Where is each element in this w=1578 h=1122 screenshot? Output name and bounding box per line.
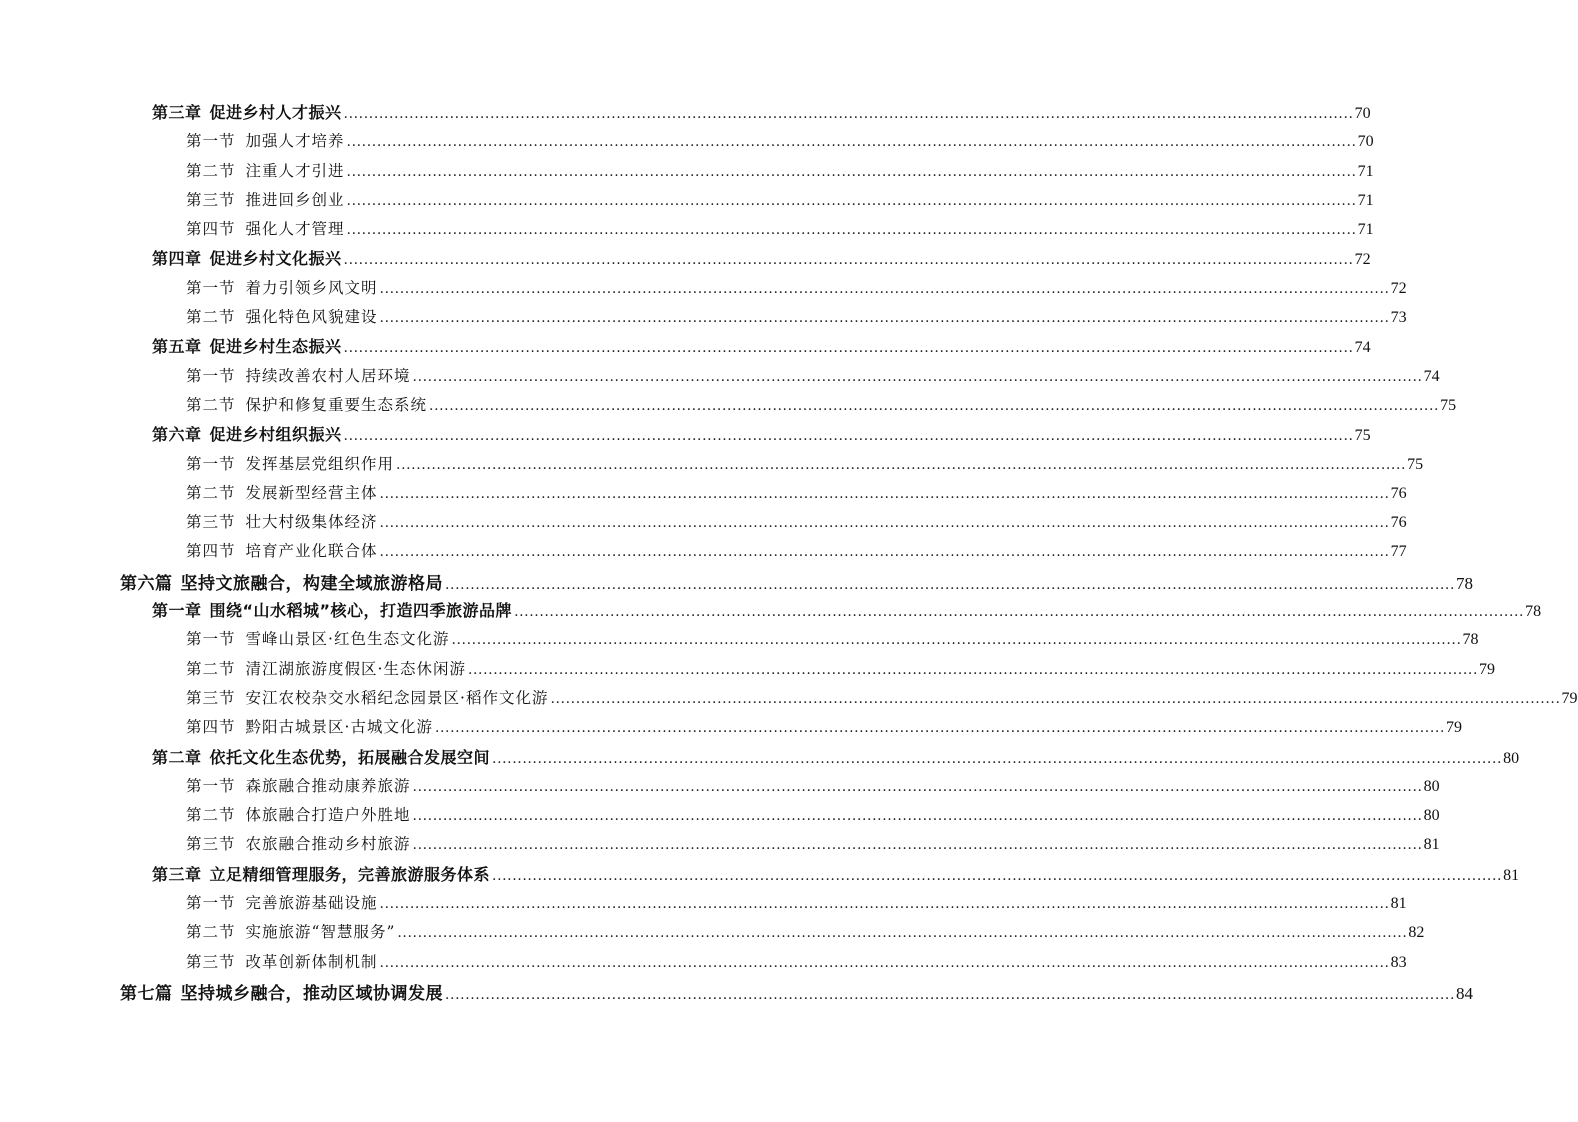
toc-entry-title: 培育产业化联合体 (245, 542, 378, 561)
toc-dot-leader: ........................................................................................................................................................................................................ (412, 368, 1423, 385)
toc-chapter-entry (0, 862, 1520, 891)
toc-entry-title: 促进乡村人才振兴 (209, 103, 342, 122)
toc-entry-title: 安江农校杂交水稻纪念园景区·稻作文化游 (245, 688, 549, 707)
toc-entry-label (152, 422, 342, 445)
toc-entry-label (186, 627, 449, 649)
toc-dot-leader: ........................................................................................................................................................................................................ (451, 632, 1462, 649)
toc-entry-label (120, 979, 443, 1004)
toc-entry-label (186, 539, 378, 561)
toc-section-entry (0, 803, 1440, 832)
toc-entry-label (186, 481, 378, 503)
toc-entry-title: 保护和修复重要生态系统 (245, 395, 428, 414)
toc-entry-label (186, 129, 345, 151)
toc-dot-leader: ........................................................................................................................................................................................................ (467, 661, 1478, 678)
toc-entry-label (186, 305, 378, 327)
toc-entry-label (186, 452, 394, 474)
toc-page-number: 84 (1456, 983, 1474, 1003)
toc-dot-leader: ........................................................................................................................................................................................................ (396, 456, 1407, 473)
toc-page-number: 75 (1354, 427, 1371, 445)
toc-page-number: 81 (1423, 836, 1440, 854)
toc-entry-label (186, 393, 427, 415)
toc-dot-leader: ........................................................................................................................................................................................................ (379, 310, 1390, 327)
toc-page-number: 72 (1390, 279, 1407, 297)
toc-page-number: 79 (1446, 719, 1462, 737)
toc-dot-leader: ........................................................................................................................................................................................................ (379, 896, 1390, 913)
toc-dot-leader: ........................................................................................................................................................................................................ (343, 428, 1354, 445)
toc-page-number: 75 (1440, 396, 1457, 414)
toc-entry-number: 第二节 (186, 395, 236, 414)
toc-section-entry (0, 364, 1440, 393)
toc-entry-title: 坚持城乡融合，推动区域协调发展 (180, 983, 443, 1004)
toc-entry-label (186, 803, 411, 825)
toc-dot-leader: ........................................................................................................................................................................................................ (492, 867, 1503, 884)
toc-entry-number: 第五章 (152, 337, 202, 357)
toc-dot-leader: ........................................................................................................................................................................................................ (343, 340, 1354, 357)
toc-entry-label (186, 920, 395, 942)
toc-entry-number: 第四节 (186, 220, 236, 239)
toc-entry-label (186, 686, 548, 708)
toc-dot-leader: ........................................................................................................................................................................................................ (514, 604, 1525, 621)
toc-section-entry (0, 950, 1407, 979)
toc-part-entry (0, 979, 1474, 1008)
toc-entry-label (152, 334, 342, 357)
toc-entry-number: 第二章 (152, 747, 202, 767)
toc-section-entry (0, 129, 1374, 158)
toc-dot-leader: ........................................................................................................................................................................................................ (379, 515, 1390, 532)
toc-page-number: 71 (1357, 221, 1374, 239)
toc-entry-number: 第三节 (186, 952, 236, 971)
toc-chapter-entry (0, 598, 1542, 627)
toc-dot-leader: ........................................................................................................................................................................................................ (412, 778, 1423, 795)
toc-section-entry (0, 657, 1495, 686)
toc-entry-number: 第二节 (186, 659, 236, 678)
toc-entry-title: 森旅融合推动康养旅游 (245, 776, 411, 795)
toc-entry-number: 第四章 (152, 249, 202, 269)
toc-entry-title: 着力引领乡风文明 (245, 278, 378, 297)
toc-dot-leader: ........................................................................................................................................................................................................ (346, 192, 1357, 209)
toc-entry-label (186, 715, 433, 737)
toc-page-number: 81 (1390, 895, 1407, 913)
toc-entry-label (152, 745, 490, 768)
toc-entry-label (152, 598, 512, 621)
toc-entry-title: 实施旅游“智慧服务” (245, 923, 396, 942)
toc-page-number: 74 (1423, 367, 1440, 385)
toc-entry-number: 第二节 (186, 483, 236, 502)
toc-dot-leader: ........................................................................................................................................................................................................ (550, 690, 1561, 707)
toc-entry-title: 立足精细管理服务，完善旅游服务体系 (209, 864, 491, 884)
toc-entry-number: 第一节 (186, 278, 236, 297)
toc-entry-number: 第三章 (152, 103, 202, 122)
toc-page-number: 78 (1525, 603, 1542, 621)
toc-page-number: 76 (1390, 514, 1407, 532)
toc-section-entry (0, 715, 1462, 744)
toc-chapter-entry (0, 422, 1371, 451)
toc-entry-title: 发展新型经营主体 (245, 483, 378, 502)
toc-section-entry (0, 891, 1407, 920)
toc-dot-leader: ........................................................................................................................................................................................................ (379, 954, 1390, 971)
toc-page-number: 74 (1354, 339, 1371, 357)
toc-dot-leader: ........................................................................................................................................................................................................ (346, 134, 1357, 151)
toc-page-number: 71 (1357, 191, 1374, 209)
toc-entry-number: 第四节 (186, 718, 236, 737)
toc-entry-number: 第一节 (186, 630, 236, 649)
toc-chapter-entry (0, 100, 1371, 129)
toc-entry-label (186, 891, 378, 913)
toc-entry-number: 第二节 (186, 923, 236, 942)
toc-page-number: 78 (1462, 631, 1479, 649)
toc-entry-title: 壮大村级集体经济 (245, 513, 378, 532)
toc-chapter-entry (0, 334, 1371, 363)
toc-page-number: 70 (1357, 133, 1374, 151)
toc-dot-leader: ........................................................................................................................................................................................................ (379, 485, 1390, 502)
toc-entry-label (186, 774, 411, 796)
toc-dot-leader: ........................................................................................................................................................................................................ (434, 720, 1445, 737)
toc-entry-label (186, 159, 345, 181)
toc-dot-leader: ........................................................................................................................................................................................................ (412, 808, 1423, 825)
toc-entry-label (152, 100, 342, 123)
toc-entry-title: 农旅融合推动乡村旅游 (245, 835, 411, 854)
toc-page-number: 71 (1357, 162, 1374, 180)
toc-entry-title: 推进回乡创业 (245, 190, 345, 209)
toc-entry-number: 第三节 (186, 513, 236, 532)
toc-entry-number: 第六章 (152, 425, 202, 445)
toc-section-entry (0, 832, 1440, 861)
toc-page-number: 83 (1390, 953, 1407, 971)
toc-section-entry (0, 159, 1374, 188)
toc-section-entry (0, 920, 1425, 949)
toc-dot-leader: ........................................................................................................................................................................................................ (412, 837, 1423, 854)
toc-entry-title: 黔阳古城景区·古城文化游 (245, 718, 433, 737)
toc-page-number: 75 (1407, 455, 1424, 473)
toc-page-number: 79 (1561, 689, 1578, 707)
toc-section-entry (0, 774, 1440, 803)
toc-entry-number: 第一节 (186, 776, 236, 795)
toc-dot-leader: ........................................................................................................................................................................................................ (445, 576, 1456, 593)
toc-section-entry (0, 217, 1374, 246)
toc-page-number: 82 (1408, 924, 1425, 942)
toc-section-entry (0, 686, 1578, 715)
toc-entry-title: 清江湖旅游度假区·生态休闲游 (245, 659, 466, 678)
toc-dot-leader: ........................................................................................................................................................................................................ (379, 544, 1390, 561)
toc-entry-label (186, 832, 411, 854)
toc-dot-leader: ........................................................................................................................................................................................................ (379, 280, 1390, 297)
toc-page-number: 81 (1503, 866, 1520, 884)
toc-entry-number: 第三节 (186, 688, 236, 707)
toc-entry-title: 体旅融合打造户外胜地 (245, 806, 411, 825)
toc-section-entry (0, 305, 1407, 334)
toc-page-number: 72 (1354, 251, 1371, 269)
toc-entry-number: 第三节 (186, 835, 236, 854)
toc-entry-label (120, 569, 443, 594)
toc-section-entry (0, 510, 1407, 539)
toc-entry-title: 依托文化生态优势，拓展融合发展空间 (209, 747, 491, 767)
toc-dot-leader: ........................................................................................................................................................................................................ (343, 106, 1354, 122)
toc-entry-number: 第一节 (186, 366, 236, 385)
toc-part-entry (0, 569, 1474, 598)
toc-entry-title: 改革创新体制机制 (245, 952, 378, 971)
toc-page-number: 77 (1390, 543, 1407, 561)
toc-section-entry (0, 627, 1479, 656)
toc-entry-label (152, 862, 490, 885)
toc-entry-number: 第一节 (186, 894, 236, 913)
toc-entry-number: 第三章 (152, 864, 202, 884)
toc-entry-label (186, 657, 466, 679)
toc-dot-leader: ........................................................................................................................................................................................................ (492, 750, 1503, 767)
toc-entry-label (186, 510, 378, 532)
toc-entry-label (186, 217, 345, 239)
toc-entry-label (186, 276, 378, 298)
toc-entry-title: 发挥基层党组织作用 (245, 454, 395, 473)
toc-entry-title: 注重人才引进 (245, 161, 345, 180)
toc-page-number: 78 (1456, 573, 1474, 593)
toc-entry-number: 第二节 (186, 308, 236, 327)
toc-entry-title: 坚持文旅融合，构建全域旅游格局 (180, 573, 443, 594)
toc-entry-title: 促进乡村组织振兴 (209, 425, 342, 445)
toc-section-entry (0, 481, 1407, 510)
toc-entry-title: 强化人才管理 (245, 220, 345, 239)
toc-page-number: 70 (1354, 105, 1371, 122)
toc-entry-title: 围绕“山水稻城”核心，打造四季旅游品牌 (209, 601, 513, 621)
toc-page-number: 80 (1503, 749, 1520, 767)
toc-entry-title: 促进乡村文化振兴 (209, 249, 342, 269)
toc-entry-number: 第七篇 (120, 983, 173, 1004)
toc-page-number: 80 (1423, 777, 1440, 795)
toc-section-entry (0, 452, 1424, 481)
toc-dot-leader: ........................................................................................................................................................................................................ (445, 986, 1456, 1003)
toc-entry-label (152, 246, 342, 269)
toc-section-entry (0, 393, 1457, 422)
toc-entry-title: 强化特色风貌建设 (245, 308, 378, 327)
toc-entry-number: 第四节 (186, 542, 236, 561)
toc-dot-leader: ........................................................................................................................................................................................................ (346, 222, 1357, 239)
toc-entry-number: 第一章 (152, 601, 202, 621)
toc-chapter-entry (0, 246, 1371, 275)
toc-entry-title: 加强人才培养 (245, 132, 345, 151)
toc-entry-title: 完善旅游基础设施 (245, 894, 378, 913)
toc-entry-number: 第六篇 (120, 573, 173, 594)
toc-entry-number: 第二节 (186, 806, 236, 825)
toc-page-number: 73 (1390, 309, 1407, 327)
toc-chapter-entry (0, 745, 1520, 774)
toc-entry-number: 第一节 (186, 132, 236, 151)
toc-page-number: 76 (1390, 484, 1407, 502)
toc-entry-number: 第三节 (186, 190, 236, 209)
toc-entry-label (186, 188, 345, 210)
toc-section-entry (0, 188, 1374, 217)
toc-page-number: 79 (1479, 660, 1495, 678)
toc-section-entry (0, 539, 1407, 568)
toc-entry-label (186, 364, 411, 386)
toc-entry-title: 雪峰山景区·红色生态文化游 (245, 630, 450, 649)
toc-dot-leader: ........................................................................................................................................................................................................ (346, 163, 1357, 180)
toc-section-entry (0, 276, 1407, 305)
toc-entry-number: 第二节 (186, 161, 236, 180)
toc-dot-leader: ........................................................................................................................................................................................................ (397, 925, 1408, 942)
toc-entry-number: 第一节 (186, 454, 236, 473)
toc-entry-title: 促进乡村生态振兴 (209, 337, 342, 357)
toc-entry-title: 持续改善农村人居环境 (245, 366, 411, 385)
toc-entry-label (186, 950, 378, 972)
toc-page-number: 80 (1423, 807, 1440, 825)
toc-dot-leader: ........................................................................................................................................................................................................ (429, 397, 1440, 414)
toc-dot-leader: ........................................................................................................................................................................................................ (343, 252, 1354, 269)
table-of-contents (0, 100, 1578, 1008)
